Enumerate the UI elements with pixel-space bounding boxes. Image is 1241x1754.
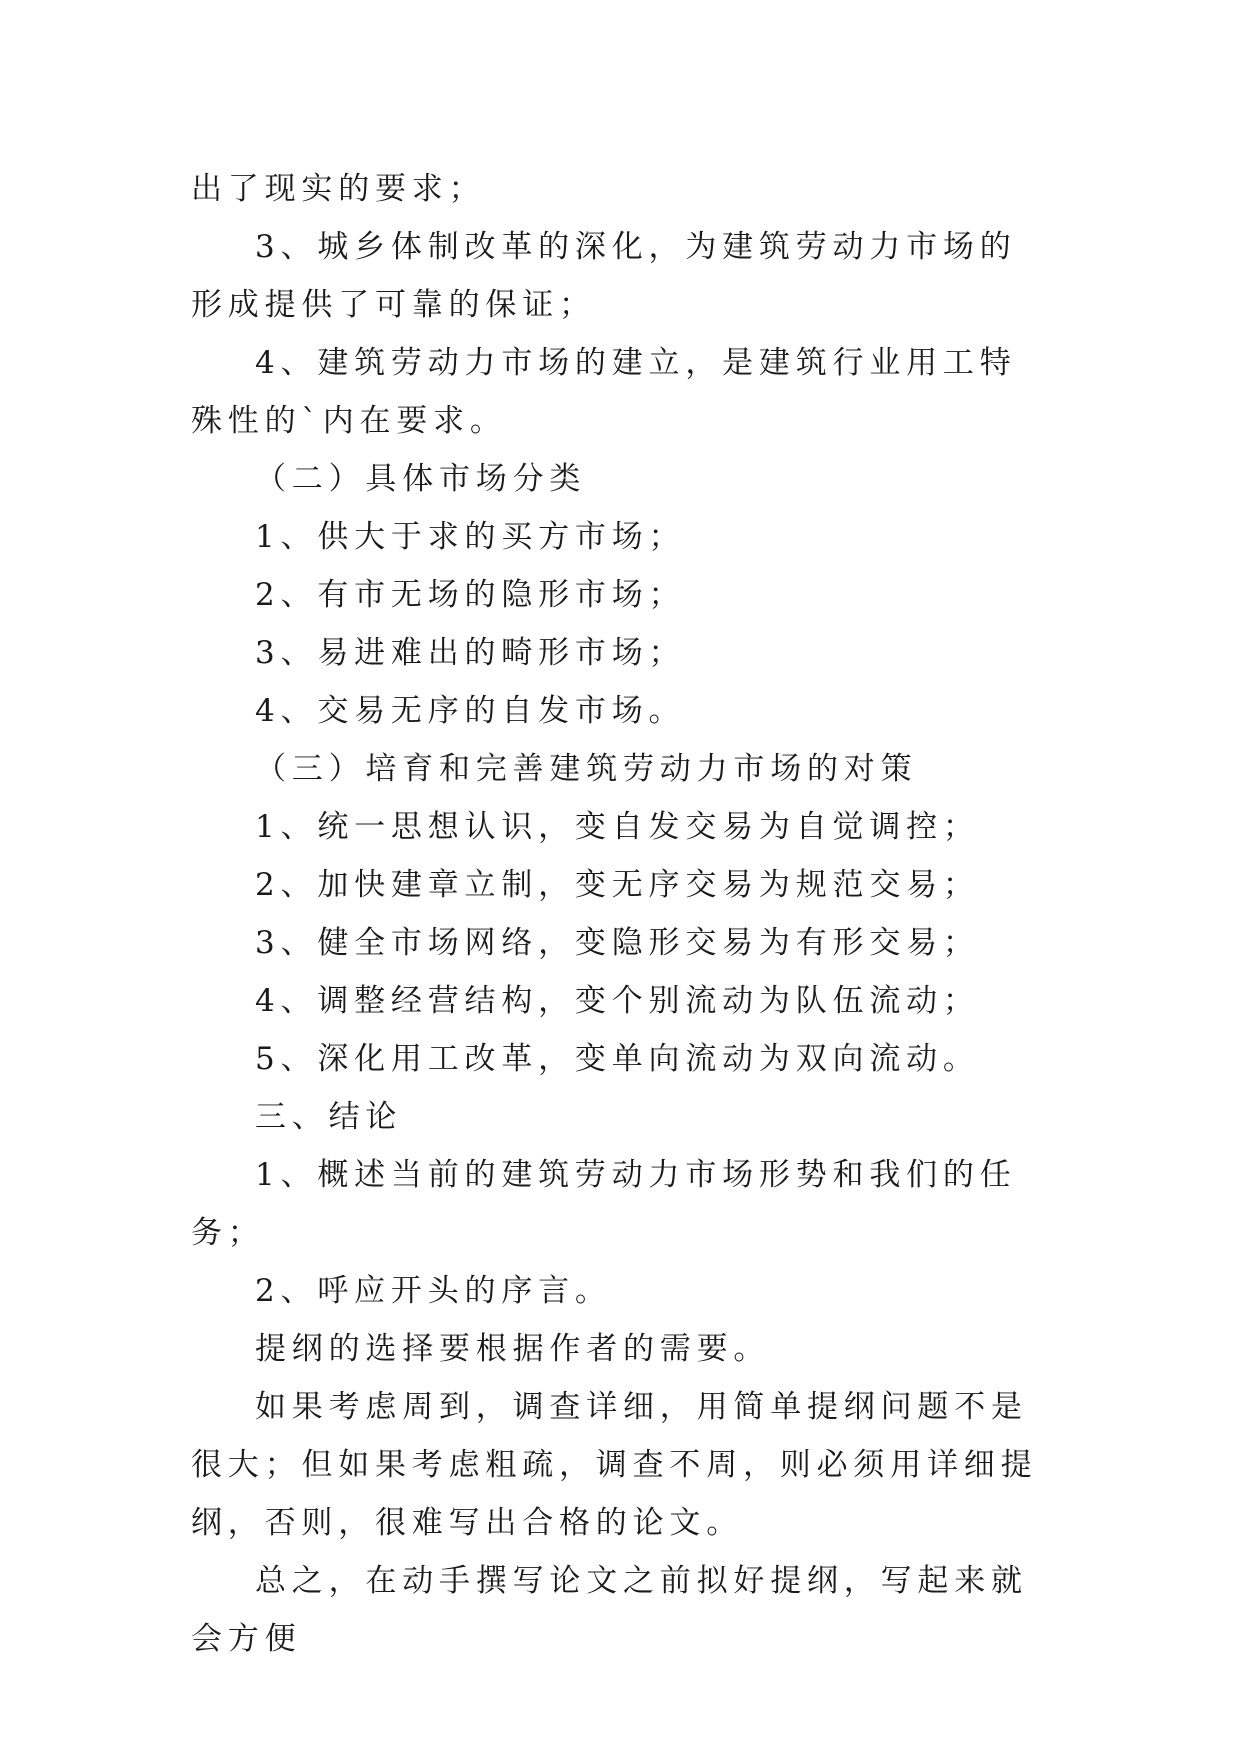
- section-heading: 三、结论: [255, 1099, 403, 1135]
- paragraph: 3、城乡体制改革的深化，为建筑劳动力市场的形成提供了可靠的保证；: [191, 229, 1017, 323]
- list-item: 2、呼应开头的序言。: [255, 1273, 612, 1309]
- paragraph: 4、建筑劳动力市场的建立，是建筑行业用工特殊性的`内在要求。: [191, 345, 1017, 439]
- list-item: 1、概述当前的建筑劳动力市场形势和我们的任务；: [191, 1157, 1017, 1251]
- list-item: 4、调整经营结构，变个别流动为队伍流动；: [255, 983, 980, 1019]
- list-item: 1、统一思想认识，变自发交易为自觉调控；: [255, 809, 980, 845]
- paragraph: 提纲的选择要根据作者的需要。: [255, 1331, 771, 1367]
- paragraph: 出了现实的要求；: [191, 171, 486, 207]
- list-item: 4、交易无序的自发市场。: [255, 693, 686, 729]
- paragraph: 如果考虑周到，调查详细，用简单提纲问题不是很大；但如果考虑粗疏，调查不周，则必须用详细提纲，否则，很难写出合格的论文。: [191, 1389, 1038, 1541]
- list-item: 3、易进难出的畸形市场；: [255, 635, 686, 671]
- list-item: 5、深化用工改革，变单向流动为双向流动。: [255, 1041, 980, 1077]
- list-item: 2、有市无场的隐形市场；: [255, 577, 686, 613]
- paragraph: 总之，在动手撰写论文之前拟好提纲，写起来就会方便: [191, 1563, 1028, 1657]
- section-heading: （三）培育和完善建筑劳动力市场的对策: [255, 751, 918, 787]
- list-item: 3、健全市场网络，变隐形交易为有形交易；: [255, 925, 980, 961]
- list-item: 2、加快建章立制，变无序交易为规范交易；: [255, 867, 980, 903]
- list-item: 1、供大于求的买方市场；: [255, 519, 686, 555]
- section-heading: （二）具体市场分类: [255, 461, 587, 497]
- document-body: [191, 160, 1051, 1668]
